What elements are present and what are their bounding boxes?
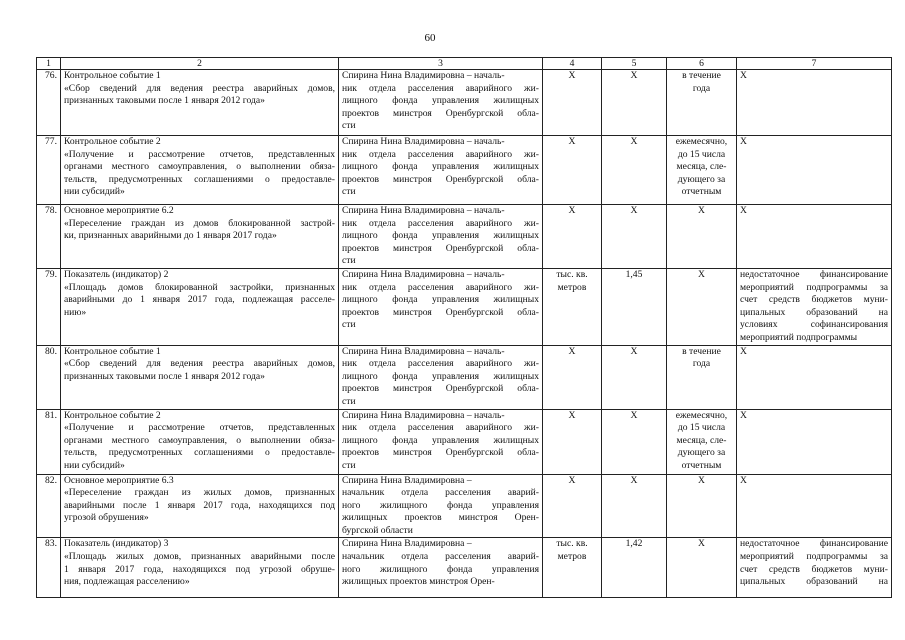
num-text: 83. xyxy=(45,538,57,550)
num-text: 82. xyxy=(45,474,57,486)
num-text: 80. xyxy=(45,345,57,357)
responsible-cell xyxy=(339,205,543,269)
responsible-line: ник отдела расселения аварийного жи- xyxy=(342,82,539,94)
note-line: Х xyxy=(740,409,747,421)
header-cell: 7 xyxy=(737,58,892,70)
period-cell xyxy=(667,538,737,598)
header-cell: 1 xyxy=(37,58,61,70)
unit-cell xyxy=(543,345,602,409)
event-line: Контрольное событие 2 xyxy=(64,136,161,147)
unit-text: Х xyxy=(568,70,576,81)
period-line: в течение xyxy=(682,345,721,357)
note-line: мероприятий подпрограммы за xyxy=(740,551,888,563)
row-number-cell xyxy=(37,538,61,598)
responsible-line: лищного фонда управления жилищных xyxy=(342,434,539,446)
note-line: Х xyxy=(740,70,747,81)
value-text: Х xyxy=(630,345,638,357)
responsible-line: ник отдела расселения аварийного жи- xyxy=(342,148,539,160)
note-cell xyxy=(737,268,892,345)
responsible-line: проектов минстроя Оренбургской обла- xyxy=(342,306,539,318)
value-cell xyxy=(602,345,667,409)
event-line: угрозой обрушения» xyxy=(64,512,149,524)
event-line: «Площадь жилых домов, признанных аварийными после xyxy=(64,551,335,563)
note-line: Х xyxy=(740,205,747,216)
period-line: дующего за xyxy=(677,173,726,185)
event-line: нии субсидий» xyxy=(64,186,125,198)
responsible-line: проектов минстроя Оренбургской обла- xyxy=(342,447,539,459)
event-line: Основное мероприятие 6.2 xyxy=(64,205,174,216)
event-line: аварийными после 1 января 2017 года, находящихся под xyxy=(64,499,335,511)
responsible-line: жилищных проектов минстроя Орен- xyxy=(342,512,539,524)
responsible-line: жилищных проектов минстроя Орен- xyxy=(342,576,495,588)
responsible-line: Спирина Нина Владимировна – началь- xyxy=(342,409,505,421)
unit-text: тыс. кв. метров xyxy=(556,538,588,563)
note-line: недостаточное финансирование xyxy=(740,538,888,550)
note-cell xyxy=(737,136,892,205)
row-number-cell xyxy=(37,205,61,269)
unit-text: тыс. кв. метров xyxy=(556,268,588,293)
event-line: «Переселение граждан из домов блокированной застрой- xyxy=(64,217,335,229)
responsible-line: ник отдела расселения аварийного жи- xyxy=(342,358,539,370)
period-line: Х xyxy=(698,205,705,216)
page-number: 60 xyxy=(424,32,436,44)
note-line: Х xyxy=(740,474,747,486)
responsible-line: ного жилищного фонда управления xyxy=(342,563,539,575)
note-line: Х xyxy=(740,136,747,147)
event-line: Показатель (индикатор) 2 xyxy=(64,268,169,280)
event-line: нию» xyxy=(64,306,87,318)
table-row xyxy=(37,538,892,598)
responsible-line: проектов минстроя Оренбургской обла- xyxy=(342,107,539,119)
period-line: отчетным xyxy=(681,459,722,471)
header-cell: 5 xyxy=(602,58,667,70)
responsible-line: проектов минстроя Оренбургской обла- xyxy=(342,383,539,395)
event-line: «Сбор сведений для ведения реестра аварийных домов, xyxy=(64,82,335,94)
event-line: аварийными до 1 января 2017 года, подлежащая расселе- xyxy=(64,294,335,306)
responsible-line: лищного фонда управления жилищных xyxy=(342,95,539,107)
responsible-line: Спирина Нина Владимировна – началь- xyxy=(342,136,505,147)
unit-text: Х xyxy=(568,136,576,147)
responsible-cell xyxy=(339,538,543,598)
event-line: Основное мероприятие 6.3 xyxy=(64,474,174,486)
responsible-line: Спирина Нина Владимировна – xyxy=(342,538,472,550)
responsible-line: сти xyxy=(342,186,356,198)
note-line: недостаточное финансирование xyxy=(740,268,888,280)
header-row xyxy=(37,58,892,70)
responsible-cell xyxy=(339,268,543,345)
responsible-cell xyxy=(339,345,543,409)
event-line: признанных таковыми после 1 января 2012 года» xyxy=(64,370,265,382)
event-line: ки, признанных аварийными до 1 января 2017 года» xyxy=(64,230,277,242)
value-text: Х xyxy=(630,136,638,147)
event-line: «Площадь домов блокированной застройки, признанных xyxy=(64,281,335,293)
table-row xyxy=(37,345,892,409)
responsible-cell xyxy=(339,474,543,538)
value-text: Х xyxy=(630,205,638,216)
note-line: ципальных образований на xyxy=(740,306,888,318)
responsible-line: ник отдела расселения аварийного жи- xyxy=(342,217,539,229)
event-line: тельств, предусмотренных соглашениями о предоставле- xyxy=(64,173,335,185)
event-line: «Получение и рассмотрение отчетов, представленных xyxy=(64,422,335,434)
unit-text: Х xyxy=(568,205,576,216)
event-line: ния, подлежащая расселению» xyxy=(64,576,190,588)
row-number-cell xyxy=(37,345,61,409)
unit-cell xyxy=(543,205,602,269)
table-row xyxy=(37,70,892,136)
period-cell xyxy=(667,136,737,205)
table-row xyxy=(37,409,892,474)
header-cell: 3 xyxy=(339,58,543,70)
period-line: в течение xyxy=(682,70,721,81)
period-line: до 15 числа xyxy=(677,422,726,434)
plan-table xyxy=(36,57,892,598)
event-line: 1 января 2017 года, находящихся под угрозой обруше- xyxy=(64,563,335,575)
num-text: 76. xyxy=(45,70,57,81)
note-line: мероприятий подпрограммы за xyxy=(740,281,888,293)
header-cell: 2 xyxy=(61,58,339,70)
table-row xyxy=(37,205,892,269)
note-line: счет средств бюджетов муни- xyxy=(740,563,888,575)
event-line: тельств, предусмотренных соглашениями о предоставле- xyxy=(64,447,335,459)
period-line: ежемесячно, xyxy=(675,409,728,421)
period-line: месяца, сле- xyxy=(676,434,727,446)
unit-cell xyxy=(543,136,602,205)
unit-cell xyxy=(543,268,602,345)
num-text: 79. xyxy=(45,268,57,280)
unit-cell xyxy=(543,409,602,474)
event-line: нии субсидий» xyxy=(64,459,125,471)
note-line: мероприятий подпрограммы xyxy=(740,331,858,343)
value-cell xyxy=(602,409,667,474)
responsible-line: ного жилищного фонда управления xyxy=(342,499,539,511)
responsible-line: сти xyxy=(342,459,356,471)
table-row xyxy=(37,268,892,345)
responsible-cell xyxy=(339,409,543,474)
event-line: «Переселение граждан из жилых домов, признанных xyxy=(64,487,335,499)
num-text: 78. xyxy=(45,205,57,216)
note-line: счет средств бюджетов муни- xyxy=(740,294,888,306)
period-line: месяца, сле- xyxy=(676,161,727,173)
value-cell xyxy=(602,205,667,269)
period-cell xyxy=(667,474,737,538)
responsible-line: лищного фонда управления жилищных xyxy=(342,370,539,382)
period-line: до 15 числа xyxy=(677,148,726,160)
period-line: Х xyxy=(698,268,705,280)
responsible-line: сти xyxy=(342,255,356,267)
event-cell xyxy=(61,70,339,136)
event-cell xyxy=(61,474,339,538)
event-line: Контрольное событие 2 xyxy=(64,409,161,421)
responsible-line: Спирина Нина Владимировна – началь- xyxy=(342,345,505,357)
note-line: ципальных образований на xyxy=(740,576,888,588)
value-cell xyxy=(602,538,667,598)
responsible-line: лищного фонда управления жилищных xyxy=(342,294,539,306)
row-number-cell xyxy=(37,409,61,474)
responsible-line: начальник отдела расселения аварий- xyxy=(342,551,539,563)
num-text: 77. xyxy=(45,136,57,147)
note-line: условиях софинансирования xyxy=(740,319,888,331)
note-cell xyxy=(737,205,892,269)
event-line: «Получение и рассмотрение отчетов, представленных xyxy=(64,148,335,160)
responsible-cell xyxy=(339,136,543,205)
event-line: Показатель (индикатор) 3 xyxy=(64,538,169,550)
event-cell xyxy=(61,205,339,269)
responsible-line: сти xyxy=(342,319,356,331)
value-text: Х xyxy=(630,70,638,81)
event-line: Контрольное событие 1 xyxy=(64,345,161,357)
value-cell xyxy=(602,474,667,538)
unit-cell xyxy=(543,538,602,598)
event-line: признанных таковыми после 1 января 2012 года» xyxy=(64,95,265,107)
event-cell xyxy=(61,345,339,409)
period-line: дующего за xyxy=(677,447,726,459)
unit-text: Х xyxy=(568,409,576,421)
responsible-line: ник отдела расселения аварийного жи- xyxy=(342,281,539,293)
value-cell xyxy=(602,70,667,136)
event-cell xyxy=(61,136,339,205)
event-line: органами местного самоуправления, о выполнении обяза- xyxy=(64,161,335,173)
event-line: «Сбор сведений для ведения реестра аварийных домов, xyxy=(64,358,335,370)
note-line: Х xyxy=(740,345,747,357)
num-text: 81. xyxy=(45,409,57,421)
value-cell xyxy=(602,268,667,345)
note-cell xyxy=(737,70,892,136)
unit-cell xyxy=(543,70,602,136)
event-cell xyxy=(61,538,339,598)
period-cell xyxy=(667,345,737,409)
responsible-line: проектов минстроя Оренбургской обла- xyxy=(342,173,539,185)
period-line: отчетным xyxy=(681,186,722,198)
period-line: ежемесячно, xyxy=(675,136,728,147)
row-number-cell xyxy=(37,136,61,205)
header-cell: 4 xyxy=(543,58,602,70)
note-cell xyxy=(737,345,892,409)
responsible-line: начальник отдела расселения аварий- xyxy=(342,487,539,499)
note-cell xyxy=(737,474,892,538)
responsible-line: лищного фонда управления жилищных xyxy=(342,161,539,173)
unit-text: Х xyxy=(568,345,576,357)
responsible-line: проектов минстроя Оренбургской обла- xyxy=(342,242,539,254)
responsible-line: Спирина Нина Владимировна – началь- xyxy=(342,70,505,81)
responsible-line: сти xyxy=(342,395,356,407)
period-cell xyxy=(667,70,737,136)
row-number-cell xyxy=(37,268,61,345)
responsible-line: ник отдела расселения аварийного жи- xyxy=(342,422,539,434)
responsible-line: сти xyxy=(342,120,356,132)
responsible-cell xyxy=(339,70,543,136)
period-line: года xyxy=(692,358,711,370)
event-cell xyxy=(61,268,339,345)
event-line: Контрольное событие 1 xyxy=(64,70,161,81)
table-row xyxy=(37,474,892,538)
period-line: года xyxy=(692,82,711,94)
value-text: Х xyxy=(630,474,638,486)
responsible-line: лищного фонда управления жилищных xyxy=(342,230,539,242)
responsible-line: Спирина Нина Владимировна – началь- xyxy=(342,205,505,216)
value-text: Х xyxy=(630,409,638,421)
period-cell xyxy=(667,205,737,269)
event-cell xyxy=(61,409,339,474)
table-row xyxy=(37,136,892,205)
value-text: 1,42 xyxy=(625,538,643,550)
row-number-cell xyxy=(37,70,61,136)
event-line: органами местного самоуправления, о выполнении обяза- xyxy=(64,434,335,446)
period-line: Х xyxy=(698,538,705,550)
unit-cell xyxy=(543,474,602,538)
note-cell xyxy=(737,409,892,474)
period-cell xyxy=(667,268,737,345)
value-cell xyxy=(602,136,667,205)
period-cell xyxy=(667,409,737,474)
responsible-line: бургской области xyxy=(342,524,413,536)
value-text: 1,45 xyxy=(625,268,643,280)
row-number-cell xyxy=(37,474,61,538)
responsible-line: Спирина Нина Владимировна – началь- xyxy=(342,268,505,280)
header-cell: 6 xyxy=(667,58,737,70)
responsible-line: Спирина Нина Владимировна – xyxy=(342,474,472,486)
period-line: Х xyxy=(698,474,705,486)
note-cell xyxy=(737,538,892,598)
unit-text: Х xyxy=(568,474,576,486)
